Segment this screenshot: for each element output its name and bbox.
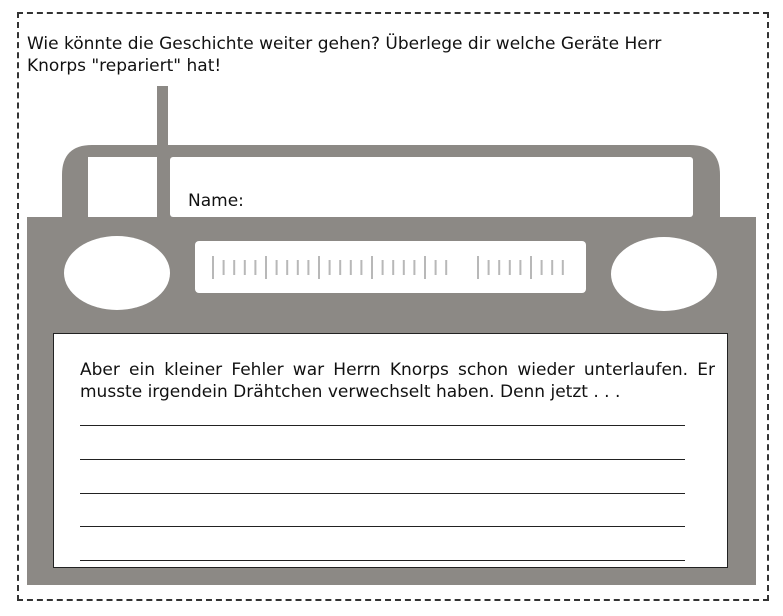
writing-line[interactable] [80,493,685,494]
writing-line[interactable] [80,526,685,527]
writing-line[interactable] [80,425,685,426]
speaker-right [611,237,717,311]
task-prompt: Wie könnte die Geschichte weiter gehen? Überlege dir welche Geräte Herr Knorps "repariert" hat! [27,34,662,76]
tuner-display [195,241,586,293]
story-start-text: Aber ein kleiner Fehler war Herrn Knorps schon wieder unterlaufen. Er musste irgendein Drähtchen verwechselt haben. Denn jetzt . . . [80,360,715,402]
speaker-left [64,236,170,310]
writing-line[interactable] [80,560,685,561]
writing-line[interactable] [80,459,685,460]
name-label: Name: [188,191,244,211]
handle-opening-left [88,157,157,217]
handle-opening-right [170,157,693,217]
